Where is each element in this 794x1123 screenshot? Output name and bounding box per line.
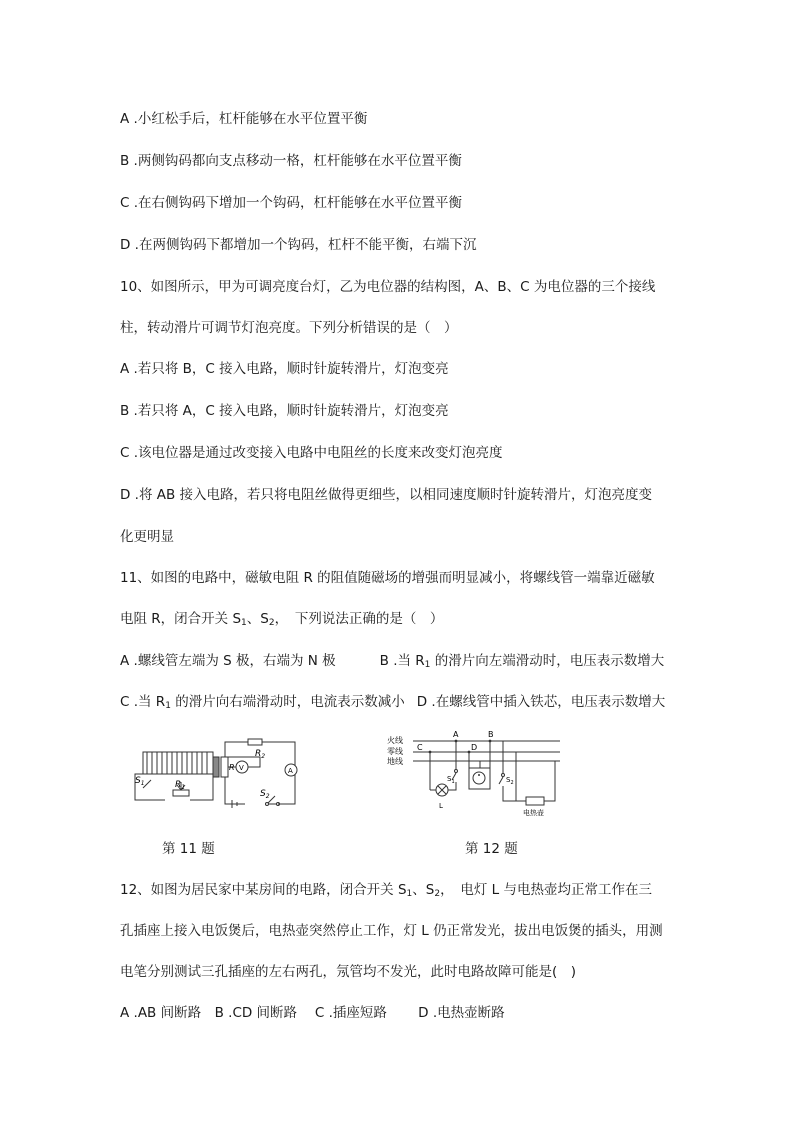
q10-option-a: A .若只将 B，C 接入电路，顺时针旋转滑片，灯泡变亮 xyxy=(120,361,449,377)
q10-option-b: B .若只将 A，C 接入电路，顺时针旋转滑片，灯泡变亮 xyxy=(120,403,449,419)
q12-stem-line3: 电笔分别测试三孔插座的左右两孔，氖管均不发光，此时电路故障可能是( ) xyxy=(120,964,577,980)
q9-option-c: C .在右侧钩码下增加一个钩码，杠杆能够在水平位置平衡 xyxy=(120,195,463,211)
q11-stem-line2: 电阻 R，闭合开关 $S_1$、$S_2$， 下列说法正确的是（ ） xyxy=(120,611,444,628)
fig11-label-v: V xyxy=(239,764,244,772)
fig12-label-d: D xyxy=(471,743,478,752)
q11-option-b: B .当 $R_1$ 的滑片向左端滑动时，电压表示数增大 xyxy=(379,653,665,670)
q11-option-c: C .当 $R_1$ 的滑片向右端滑动时，电流表示数减小 xyxy=(120,694,405,711)
q10-stem-line2: 柱，转动滑片可调节灯泡亮度。下列分析错误的是（ ） xyxy=(120,320,458,336)
fig12-label-neutral: 零线 xyxy=(387,747,403,756)
q10-option-c: C .该电位器是通过改变接入电路中电阻丝的长度来改变灯泡亮度 xyxy=(120,445,503,461)
fig12-label-a: A xyxy=(453,730,459,739)
fig12-label-b: B xyxy=(488,730,494,739)
figure-12-household-circuit xyxy=(385,728,565,820)
fig11-label-s1: $S_1$ xyxy=(135,776,145,787)
fig11-label-s2: $S_2$ xyxy=(260,789,270,800)
fig11-label-a: A xyxy=(288,767,293,775)
q11-option-d: D .在螺线管中插入铁芯，电压表示数增大 xyxy=(416,694,666,710)
q9-option-b: B .两侧钩码都向支点移动一格，杠杆能够在水平位置平衡 xyxy=(120,153,462,169)
q9-option-d: D .在两侧钩码下都增加一个钩码，杠杆不能平衡，右端下沉 xyxy=(120,237,477,253)
q12-options: A .AB 间断路 B .CD 间断路 C .插座短路 D .电热壶断路 xyxy=(120,1005,505,1021)
q11-options-cd xyxy=(120,693,665,715)
figure-12-caption: 第 12 题 xyxy=(465,841,518,857)
q12-stem-line1: 12、如图为居民家中某房间的电路，闭合开关 $S_1$、$S_2$， 电灯 L 与电热壶均正常工作在三 xyxy=(120,882,652,899)
fig12-label-lamp: L xyxy=(439,802,443,810)
fig12-label-live: 火线 xyxy=(387,736,403,745)
fig12-label-s1: $S_1$ xyxy=(447,775,455,785)
q10-stem-line1: 10、如图所示，甲为可调亮度台灯，乙为电位器的结构图，A、B、C 为电位器的三个接线 xyxy=(120,279,656,295)
figure-11-caption: 第 11 题 xyxy=(162,841,215,857)
fig12-label-s2: $S_2$ xyxy=(506,776,514,786)
figure-11-circuit xyxy=(125,730,305,820)
q10-option-d-line2: 化更明显 xyxy=(120,529,174,545)
fig11-label-r: R xyxy=(229,763,235,772)
q9-option-a: A .小红松手后，杠杆能够在水平位置平衡 xyxy=(120,111,368,127)
q12-stem-line2: 孔插座上接入电饭煲后，电热壶突然停止工作，灯 L 仍正常发光，拔出电饭煲的插头，用测 xyxy=(120,923,663,939)
fig12-label-kettle: 电热壶 xyxy=(523,809,544,817)
fig11-label-r2: $R_2$ xyxy=(255,749,266,760)
fig12-label-c: C xyxy=(417,743,423,752)
q11-stem-line1: 11、如图的电路中，磁敏电阻 R 的阻值随磁场的增强而明显减小，将螺线管一端靠近磁敏 xyxy=(120,570,655,586)
q11-option-a: A .螺线管左端为 S 极，右端为 N 极 xyxy=(120,653,336,669)
q10-option-d-line1: D .将 AB 接入电路，若只将电阻丝做得更细些，以相同速度顺时针旋转滑片，灯泡亮度变 xyxy=(120,487,653,503)
fig11-label-r1: $R_1$ xyxy=(175,780,186,791)
fig12-label-ground: 地线 xyxy=(387,757,403,766)
q11-options-ab xyxy=(120,652,664,674)
